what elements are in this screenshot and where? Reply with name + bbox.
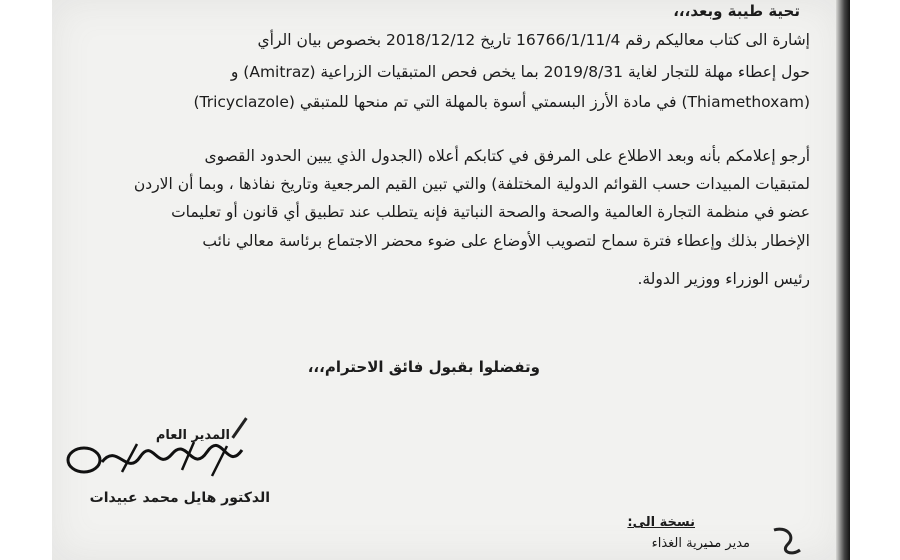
- paragraph-2-line-5: رئيس الوزراء ووزير الدولة.: [637, 270, 810, 288]
- cc-item: مدير مديرية الغذاء: [651, 536, 750, 551]
- signatory-title: المدير العام: [155, 428, 230, 443]
- signatory-name: الدكتور هايل محمد عبيدات: [89, 490, 270, 506]
- paragraph-2-line-2: لمتبقيات المبيدات حسب القوائم الدولية المختلفة) والتي تبين القيم المرجعية وتاريخ نفاذها ، وبما أن الاردن: [133, 175, 810, 193]
- cc-label: نسخة الى:: [627, 515, 695, 530]
- paragraph-1-line-2: حول إعطاء مهلة للتجار لغاية 2019/8/31 بما يخص فحص المتبقيات الزراعية (Amitraz) و: [230, 63, 810, 81]
- scan-edge: [836, 0, 850, 560]
- paragraph-2-line-4: الإخطار بذلك وإعطاء فترة سماح لتصويب الأوضاع على ضوء محضر الاجتماع برئاسة معالي نائب: [202, 232, 810, 250]
- signature-icon: [62, 432, 262, 487]
- closing-line: وتفضلوا بقبول فائق الاحترام،،،: [307, 358, 540, 376]
- greeting: تحية طيبة وبعد،،،: [673, 2, 800, 20]
- paragraph-2-line-3: عضو في منظمة التجارة العالمية والصحة والصحة النباتية فإنه يتطلب عند تطبيق أي قانون أو تعليمات: [171, 203, 810, 221]
- paragraph-1-line-1: إشارة الى كتاب معاليكم رقم 16766/1/11/4 تاريخ 2018/12/12 بخصوص بيان الرأي: [257, 31, 810, 49]
- paragraph-1-line-3: (Thiamethoxam) في مادة الأرز البسمتي أسوة بالمهلة التي تم منحها للمتبقي (Tricyclazole): [193, 93, 810, 111]
- initial-mark-icon: [766, 522, 806, 560]
- paragraph-2-line-1: أرجو إعلامكم بأنه وبعد الاطلاع على المرفق في كتابكم أعلاه (الجدول الذي يبين الحدود القصوى: [204, 147, 810, 165]
